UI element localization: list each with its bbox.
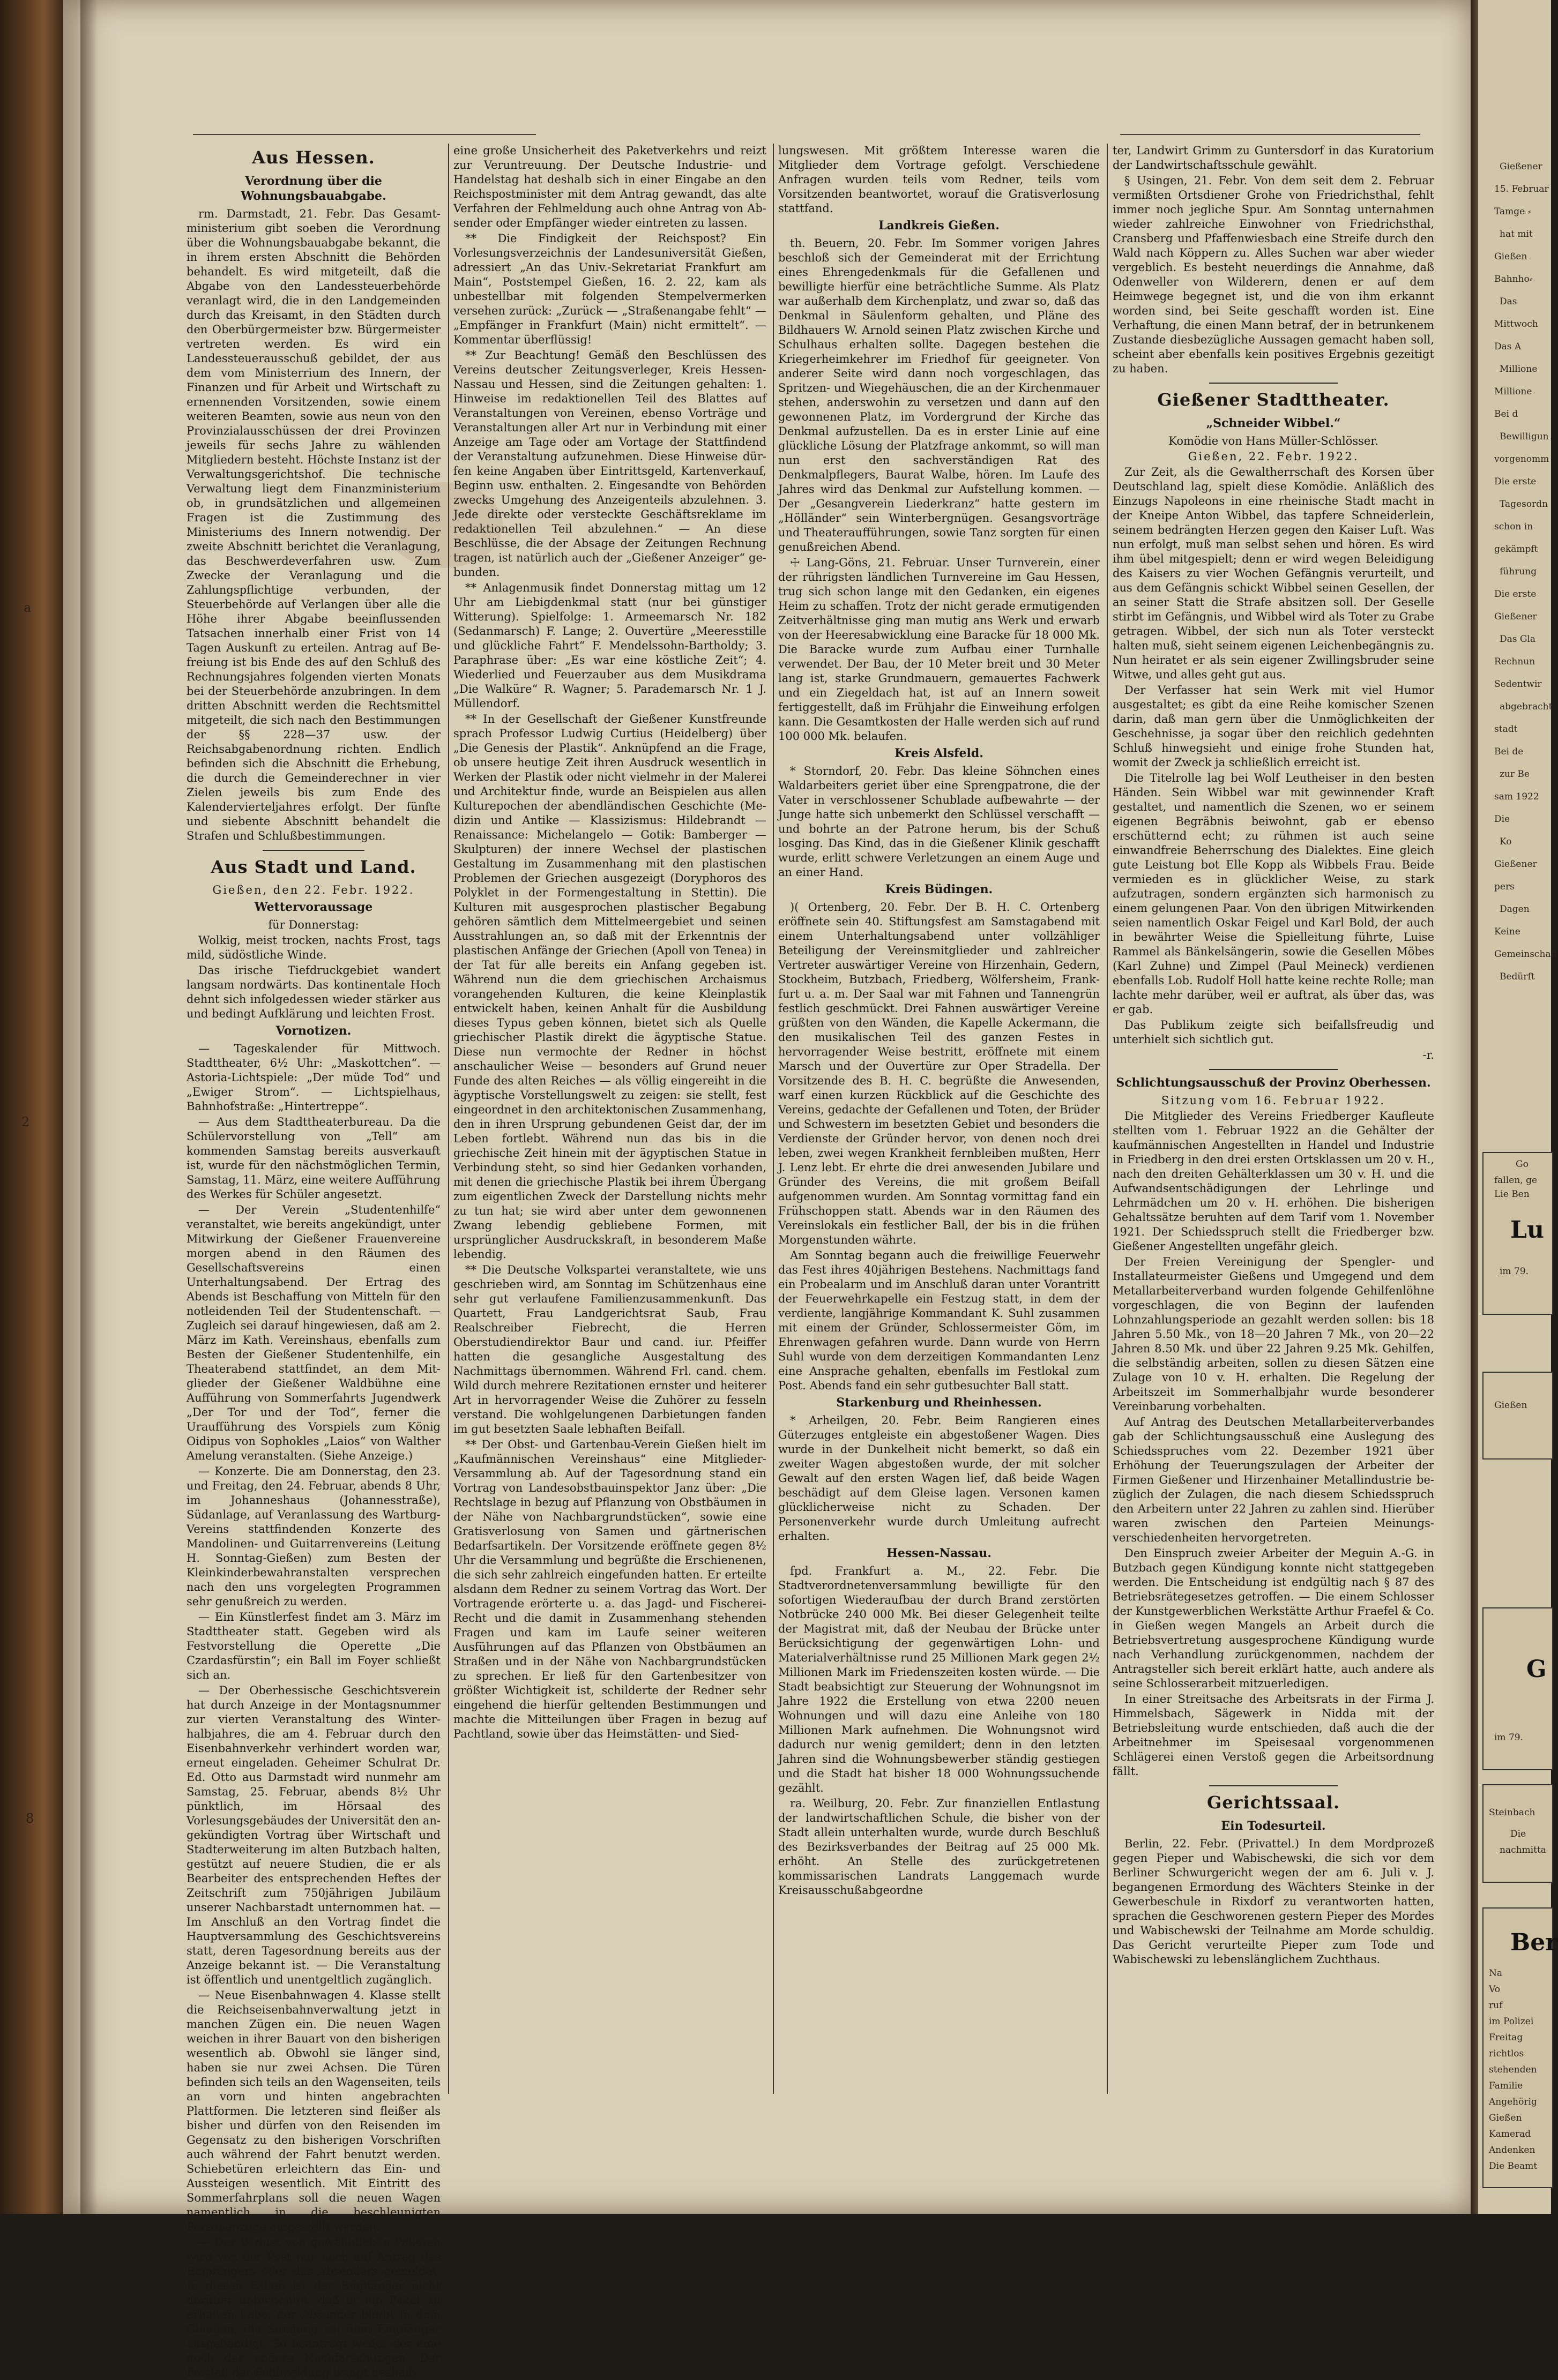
ad-text: Die Beamt xyxy=(1489,2161,1538,2172)
article-paragraph: — Tageskalender für Mittwoch. Stadttheater, 6½ Uhr: „Maskottchen“. — Astoria-Lichtspiele: „Der müde Tod“ und „Ewiger Strom“. — Lichtspielhaus, Bahnhofstraße: „Hintertreppe“. xyxy=(187,1042,441,1113)
ad-headline: G xyxy=(1526,1656,1547,1683)
facing-text-line: Gießen xyxy=(1494,251,1527,262)
facing-text-line: führung xyxy=(1500,566,1537,577)
article-paragraph: ** In der Gesellschaft der Gießener Kunstfreunde sprach Professor Ludwig Curtius (Heidelberg) über „Die Genesis der Plastik“. Anknüpfend an die Frage, ob unsere heutige Zeit ihren Ausdruck wesentlich in Werken der Plastik oder nicht vielmehr in der Malerei und Architektur finde, wurde an Beispielen aus allen Kulturepochen der abendländischen Geschichte (Medizin und Antike — Klassizismus: Hildebrandt — Renaissance: Michelangelo — Gotik: Bamberger — Skulpturen) der innere Wechsel der plastischen Gestaltung im Zusammenhang mit den plastischen Problemen der Griechen ausgezeigt (Doryphoros des Polyklet in der Formengestaltung in Stettin). Die Kulturen mit ausgesprochen plastischer Begabung gehören sämtlich dem Mittelmeergebiet und seinen Ausstrahlungen an, so daß mit der Erkenntnis der plastischen Anfänge der Griechen (Apoll von Tenea) in der Tat für alle bereits ein Anfang gegeben ist. Während nun die dem griechischen Archaismus vorangehenden Kulturen, die keine Kleinplastik entwickelt haben, keinen Anhalt für die Ausbildung dieses Typus geben können, bietet sich als Quelle griechischer Plastik direkt die ägyptische Statue. Diese nun vermochte der Redner in höchst anschaulicher Weise — besonders auf Grund neuer Funde des alten Reiches — als völlig eingereiht in die ägyptische Vorstellungswelt zu zeigen: sie stellt, fest eingeordnet in den architektonischen Zusammenhang, den in ihren Ursprung gebundenen Geist dar, der im Leben fortlebt. Während nun das bis in die griechische Zeit hinein mit der ägyptischen Statue in Verbindung steht, so sind hier Gedanken vorhanden, mit denen die griechische Plastik bei ihrem Übergang zum eigentlichen Zweck der Darstellung nichts mehr zu tun hat; sie wird aber unter dem gewonnenen Zwang lebendig gebliebene Formen, mit ursprünglicher Ausdruckskraft, in besonderem Maße lebendig. xyxy=(453,713,766,1261)
facing-text-line: Das xyxy=(1500,296,1517,307)
article-headline: Vornotizen. xyxy=(275,1024,352,1038)
article-headline: „Schneider Wibbel.“ xyxy=(1206,416,1341,430)
article-paragraph: — Ein Künstlerfest findet am 3. März im Stadttheater statt. Gegeben wird als Festvorstellung die Operette „Die Czardasfürstin“; ein Ball im Foyer schließt sich an. xyxy=(187,1611,441,1681)
article-paragraph: — Der Oberhessische Geschichtsverein hat durch Anzeige in der Montagsnummer zur vierten Veranstaltung des Winterhalbjahres, die am 4. Februar durch den Eisenbahnverkehr verhindert worden war, erneut eingeladen. Geheimer Schulrat Dr. Ed. Otto aus Darmstadt wird nunmehr am Samstag, 25. Februar, abends 8½ Uhr pünktlich, im Hörsaal des Vorlesungsgebäudes der Universität den angekündigten Vortrag über Wirtschaft und Stadterweiterung im alten Butzbach halten, gestützt auf neuere Studien, die er als Bearbeiter des entsprechenden Heftes der Zeitschrift zum 750jährigen Jubiläum unserer Nachbarstadt unternommen hat. — Im Anschluß an den Vortrag findet die Hauptversammlung des Geschichtsvereins statt, deren Tagesordnung bereits aus der Anzeige bekannt ist. — Die Veranstaltung ist öffentlich und unentgeltlich zugänglich. xyxy=(187,1684,441,1986)
facing-text-line: Die erste xyxy=(1494,476,1537,487)
facing-text-line: Bei d xyxy=(1494,409,1518,420)
subheadline: Komödie von Hans Müller-Schlösser. xyxy=(1168,435,1378,447)
facing-text-line: Gemeinschaft xyxy=(1494,949,1558,960)
column-rule xyxy=(1107,144,1108,2094)
facing-text-line: Gießener xyxy=(1500,161,1542,172)
article-paragraph: * Storndorf, 20. Febr. Das kleine Söhnchen eines Waldarbeiters geriet über eine Sprengpatrone, die der Vater in verschlossener Schublade aufbewahrte — der Junge hatte sich unbemerkt den Schlüssel verschafft — und bohrte an der Patrone herum, bis der Schuß losging. Das Kind, das in die Gießener Klinik geschafft wurde, erlitt schwere Verletzungen an einem Auge und an einer Hand. xyxy=(778,765,1100,879)
facing-text-line: 15. Februar xyxy=(1494,184,1549,194)
gutter-mark: 2 xyxy=(21,1114,30,1129)
column-1 xyxy=(187,144,441,2379)
dateline: Gießen, den 22. Febr. 1922. xyxy=(212,884,415,896)
ad-text: Steinbach xyxy=(1489,1807,1535,1818)
advertisement xyxy=(1482,1372,1553,1460)
ad-text: richtlos xyxy=(1489,2048,1524,2059)
facing-text-line: Rechnun xyxy=(1494,656,1535,667)
ad-text: Vo xyxy=(1489,1984,1500,1995)
advertisement xyxy=(1482,1784,1553,1883)
facing-text-line: hat mit xyxy=(1500,229,1533,240)
divider xyxy=(1209,1069,1338,1070)
article-paragraph: ter, Landwirt Grimm zu Guntersdorf in das Kuratorium der Landwirtschaftsschule gewählt. xyxy=(1113,144,1434,171)
ad-text: Lie Ben xyxy=(1494,1189,1530,1200)
facing-text-line: Gießener xyxy=(1494,611,1537,622)
advertisement xyxy=(1482,1152,1553,1315)
advertisement xyxy=(1482,1907,1558,2188)
facing-text-line: vorgenomm xyxy=(1494,454,1549,465)
article-paragraph: — Konzerte. Die am Donnerstag, den 23. und Freitag, den 24. Februar, abends 8 Uhr, im Johanneshaus (Johannesstraße), Südanlage, auf Veranlassung des Wartburg-Vereins stattfindenden Konzerte des Mandolinen- und Guitarrenvereins (Leitung H. Sonntag-Gießen) zum Besten der Kleinkinderbewahranstalten versprechen nach den uns vorgelegten Programmen sehr genußreich zu werden. xyxy=(187,1465,441,1608)
article-paragraph: ** Die Deutsche Volkspartei veranstaltete, wie uns geschrieben wird, am Sonntag im Schützenhaus eine sehr gut verlaufene Familienzusammenkunft. Das Quartett, Frau Landgerichtsrat Saub, Frau Realschreiber Fiebrecht, die Herren Oberstudiendirektor Baur und cand. iur. Pfeiffer hatten die gesangliche Ausgestaltung des Nachmittags übernommen. Während Frl. cand. chem. Wild durch mehrere Rezitationen ernster und heiterer Art in hervorragender Weise die Zuhörer zu fesseln verstand. Die wohlgelungenen Darbietungen fanden im gut besetzten Saale lebhaften Beifall. xyxy=(453,1263,766,1435)
top-rule xyxy=(1120,134,1420,135)
facing-text-line: Ko xyxy=(1500,836,1512,847)
facing-text-line: pers xyxy=(1494,881,1515,892)
article-paragraph: Die Titelrolle lag bei Wolf Leutheiser in den besten Händen. Sein Wibbel war mit gewinnender Kraft gestaltet, und namentlich die Szenen, wo er seinem eigenen Begräbnis beiwohnt, gab er ebenso erschütternd echt; zu rühmen ist auch seine einwandfreie Beherrschung des Dialektes. Eine gleich gute Leistung bot Elle Kopp als Wibbels Frau. Beide vermieden es in glücklicher Weise, zu stark aufzutragen, sondern ergänzten sich harmonisch zu einem gelungenen Paar. Von den übrigen Mitwirkenden seien namentlich Oskar Feigel und Karl Bold, der auch in bewährter Weise die Spielleitung führte, Luise Rammel als Bänkelsängerin, sowie die Gesellen Möbes (Karl Zuhne) und Zimpel (Paul Meineck) verdienen ebenfalls Lob. Rudolf Holl hatte keine rechte Rolle; man lachte mehr darüber, weil er auftrat, als über das, was er gab. xyxy=(1113,772,1434,1016)
ad-text: Angehörig xyxy=(1489,2097,1537,2107)
article-headline: Schlichtungsausschuß der Provinz Oberhessen. xyxy=(1116,1076,1431,1090)
article-headline: Starkenburg und Rheinhessen. xyxy=(836,1396,1042,1410)
facing-text-line: schon in xyxy=(1494,521,1533,532)
ad-text: Go xyxy=(1516,1159,1529,1170)
article-paragraph: — Der Verlust von gewöhnlichen Paketen wird von der Post nur noch auf Antrag des Empfängers oder des Absenders gemeldet. In diesen Fällen ist der Empfänger nicht darüber unterrichtet, daß er ein Paket zu erhalten habe, der Absender bleibt in dem Glauben, die Sendung sei dem Empfänger ausgehändigt. So beantragt weder der eine noch der andere Nachforschungen. Der Fortfall der Fehlmeldung bringt deshalb xyxy=(187,2236,441,2379)
facing-text-line: stadt xyxy=(1494,724,1518,735)
subheadline: für Donnerstag: xyxy=(268,918,359,931)
facing-text-line: gekämpft xyxy=(1494,544,1538,555)
section-title: Gießener Stadttheater. xyxy=(1157,390,1390,410)
facing-text-line: Dagen xyxy=(1500,904,1530,915)
facing-text-line: Mittwoch xyxy=(1494,319,1538,330)
facing-text-line: Bedürft xyxy=(1500,971,1535,982)
ad-text: im Polizei xyxy=(1489,2016,1534,2027)
article-paragraph: ** Anlagenmusik findet Donnerstag mittag um 12 Uhr am Liebigdenkmal statt (nur bei günstiger Witterung). Spielfolge: 1. Armeemarsch Nr. 182 (Sedanmarsch) F. Lange; 2. Ouvertüre „Meeresstille und glückliche Fahrt“ F. Mendelssohn-Bartholdy; 3. Paraphrase über: „Es war eine köstliche Zeit“; 4. Wiederlied und Feuerzauber aus dem Musikdrama „Die Walküre“ R. Wagner; 5. Parademarsch Nr. 1 J. Müllendorf. xyxy=(453,581,766,710)
article-paragraph: th. Beuern, 20. Febr. Im Sommer vorigen Jahres beschloß sich der Gemeinderat mit der Errichtung eines Ehrengedenkmals für die Gefallenen und bewilligte hierfür eine beträchtliche Summe. Als Platz war außerhalb dem Kirchenplatz, und zwar so, daß das Denkmal in Säulenform gehalten, und Pläne des Bildhauers W. Arnold seinen Platz zwischen Kirche und Schulhaus erhalten sollte. Dagegen bestehen die Kriegerheimkehrer im Friedhof für geeigneter. Von anderer Seite wird dann noch vorgeschlagen, das Spritzen- und Wiegehäuschen, die an der Kirchenmauer stehen, anderswohin zu versetzen und dann auf den gewonnenen Platz, im Vordergrund der Kirche das Denkmal aufzustellen. Da es in erster Linie auf eine glückliche Lösung der Platzfrage ankommt, so will man nun erst den sachverständigen Rat des Denkmalpflegers, Baurat Walbe, hören. Im Laufe des Jahres wird das Denkmal zur Aufstellung kommen. — Der „Gesangverein Liederkranz“ hatte gestern im „Hölländer“ sein Winterbergnügen. Gesangsvorträge und Theateraufführungen, sowie Tanz sorgten für einen genußreichen Abend. xyxy=(778,237,1100,553)
article-paragraph: § Usingen, 21. Febr. Von dem seit dem 2. Februar vermißten Ortsdiener Grohe von Friedrichsthal, fehlt immer noch jegliche Spur. Am Sonntag unternahmen wieder zahlreiche Einwohner von Friedrichsthal, Cransberg und Pfaffenwiesbach eine Streife durch den Wald nach Köppern zu. Alles Suchen war aber wieder vergeblich. Es besteht neuerdings die Annahme, daß Odenweller von Wilderern, denen er auf dem Heimwege begegnet ist, und die von ihm erkannt worden sind, bei Seite geschafft worden ist. Eine Verhaftung, die einen Mann betraf, der in betrunkenem Zustande diesbezügliche Aussagen gemacht haben soll, scheint aber ebenfalls kein positives Ergebnis gezeitigt zu haben. xyxy=(1113,174,1434,375)
column-2 xyxy=(453,144,766,2126)
article-paragraph: )( Ortenberg, 20. Febr. Der B. H. C. Ortenberg eröffnete sein 40. Stiftungsfest am Samstagabend mit einem Unterhaltungsabend unter vollzähliger Beteiligung der Vereinsmitglieder und zahlreicher Vertreter auswärtiger Vereine von Hirzenhain, Gedern, Stockheim, Butzbach, Friedberg, Wölfersheim, Frankfurt u. a. m. Der Saal war mit Fahnen und Tannengrün festlich geschmückt. Drei Fahnen auswärtiger Vereine grüßten von den Wänden, die Kapelle Ackermann, die den musikalischen Teil des ganzen Festes in hervorragender Weise bestritt, eröffnete mit einem Marsch und der Ouvertüre zur Oper Stradella. Der Vorsitzende des B. H. C. begrüßte die Anwesenden, warf einen kurzen Rückblick auf die Geschichte des Vereins, gedachte der Gefallenen und Toten, der Brüder und Schwestern im besetzten Gebiet und besonders die Verdienste der Gründer hervor, von denen noch drei leben, zwei wegen Krankheit fernbleiben mußten, Herr J. Lenz lebt. Er ehrte die drei anwesenden Jubilare und Gründer des Vereins, die mit großem Beifall aufgenommen wurden. Am Sonntag vormittag fand ein Frühschoppen statt. Abends war in den Räumen des Vereinslokals ein festlicher Ball, der bis in die frühen Morgenstunden währte. xyxy=(778,901,1100,1246)
facing-text-line: Das Gla xyxy=(1500,634,1536,645)
article-paragraph: Das irische Tiefdruckgebiet wandert langsam nordwärts. Das kontinentale Hoch dehnt sich infolgedessen wieder stärker aus und bedingt Aufklärung und leichten Frost. xyxy=(187,964,441,1020)
article-paragraph: ☩ Lang-Göns, 21. Februar. Unser Turnverein, einer der rührigsten ländlichen Turnvereine im Gau Hessen, trug sich schon lange mit den Gedanken, ein eigenes Heim zu schaffen. Trotz der nicht gerade ermutigenden Zeitverhältnisse ging man mutig ans Werk und erwarb von der Heeresabwicklung eine Baracke für 18 000 Mk. Die Baracke wurde zum Aufbau einer Turnhalle verwendet. Der Bau, der 10 Meter breit und 30 Meter lang ist, starke Grundmauern, gemauertes Fachwerk und ein Ziegeldach hat, ist auf an Innern soweit fertiggestellt, daß im Frühjahr die Einweihung erfolgen kann. Die Gesamtkosten der Halle werden sich auf rund 100 000 Mk. belaufen. xyxy=(778,556,1100,743)
facing-text-line: zur Be xyxy=(1500,769,1530,780)
facing-text-line: Das A xyxy=(1494,341,1522,352)
divider xyxy=(1209,1785,1338,1786)
ad-text: Freitag xyxy=(1489,2032,1523,2043)
article-paragraph: ** Die Findigkeit der Reichspost? Ein Vorlesungsverzeichnis der Landesuniversität Gießen, adressiert „An das Univ.-Sekretariat Frankfurt am Main“, Poststempel Gießen, 16. 2. 22, kam als unbestellbar mit folgenden Stempelvermerken versehen zurück: „Zurück — „Straßenangabe fehlt“ — „Empfänger in Frankfurt (Main) nicht ermittelt“. — Kommentar überflüssig! xyxy=(453,232,766,346)
article-paragraph: eine große Unsicherheit des Paketverkehrs und reizt zur Veruntreuung. Der Deutsche Industrie- und Handelstag hat deshalb sich in einer Eingabe an den Reichspostminister mit dem Antrag gewandt, das alte Verfahren der Fehlmeldung auch ohne Antrag von Absender oder Empfänger wieder eintreten zu lassen. xyxy=(453,144,766,229)
article-paragraph: Die Mitglieder des Vereins Friedberger Kaufleute stellten vom 1. Februar 1922 an die Gehälter der kaufmännischen Angestellten in Handel und Industrie in Friedberg in den drei ersten Ortsklassen um 20 v. H., nach den dreiten Gehälterklassen um 30 v. H. und die Aufwandsentschädigungen der Lehrlinge und Lehrmädchen um 20 v. H. erhöhen. Die bisherigen Gehaltssätze beruhten auf dem Tarif vom 1. November 1921. Der Schiedsspruch stellt die Friedberger bzw. Gießener Angestellten ungefähr gleich. xyxy=(1113,1110,1434,1253)
article-paragraph: Am Sonntag begann auch die freiwillige Feuerwehr das Fest ihres 40jährigen Bestehens. Nachmittags fand ein Probealarm und im Anschluß daran unter Vorantritt der Feuerwehrkapelle ein Festzug statt, in dem der verdiente, langjährige Kommandant K. Suhl zusammen mit einem der Gründer, Schlossermeister Göm, im Ehrenwagen gefahren wurde. Dann wurde von Herrn Suhl wurde von dem derzeitigen Kommandanten Lenz eine Ansprache gehalten, ebenfalls im Festlokal zum Post. Abends fand ein sehr gutbesuchter Ball statt. xyxy=(778,1249,1100,1392)
binding-gutter xyxy=(0,0,63,2214)
facing-text-line: Die xyxy=(1494,814,1510,825)
facing-text-line: Bahnho⸗ xyxy=(1494,274,1533,285)
ad-text: Familie xyxy=(1489,2080,1523,2091)
ad-text: fallen, ge xyxy=(1494,1175,1538,1186)
article-paragraph: ra. Weilburg, 20. Febr. Zur finanziellen Entlastung der landwirtschaftlichen Schule, die bisher von der Stadt allein unterhalten wurde, wurde durch Beschluß des Bezirksverbandes der Beitrag auf 25 000 Mk. erhöht. An Stelle des zurückgetretenen kommissarischen Landrats Langgemach wurde Kreisausschußabgeordne xyxy=(778,1797,1100,1897)
ad-text: Gießen xyxy=(1489,2113,1522,2123)
ad-headline: Ber xyxy=(1510,1929,1558,1956)
article-paragraph: ** Der Obst- und Gartenbau-Verein Gießen hielt im „Kaufmännischen Vereinshaus“ eine Mitglieder-Versammlung ab. Auf der Tagesordnung stand ein Vortrag von Landesobstbauinspektor Janz über: „Die Rechtslage in bezug auf Pflanzung von Obstbäumen in der Nähe von Nachbargrundstücken“, sowie eine Gratisverlosung von Samen und gärtnerischen Bedarfsartikeln. Der Vorsitzende eröffnete gegen 8½ Uhr die Versammlung und begrüßte die Erschienenen, die sich sehr zahlreich eingefunden hatten. Er erteilte alsdann dem Redner zu seinem Vortrag das Wort. Der Vortragende erörterte u. a. das Jagd- und Fischerei-Recht und die damit in Zusammenhang stehenden Fragen und kam im Laufe seiner weiteren Ausführungen auf das Pflanzen von Obstbäumen an Straßen und in der Nähe von Nachbargrundstücken zu sprechen. Er ließ für den Gartenbesitzer von größter Wichtigkeit ist, schilderte der Redner sehr eingehend die hierfür geltenden Bestimmungen und machte die Mitteilungen über Fragen in bezug auf Pachtland, sowie über das Heimstätten- und Sied- xyxy=(453,1438,766,1740)
ad-text: ruf xyxy=(1489,2000,1503,2011)
ad-text: im 79. xyxy=(1500,1266,1529,1277)
ad-text: Kamerad xyxy=(1489,2129,1531,2139)
column-4 xyxy=(1113,144,1434,2126)
article-paragraph: Zur Zeit, als die Gewaltherrschaft des Korsen über Deutschland lag, spielt diese Komödie. Anläßlich des Einzugs Napoleons in eine rheinische Stadt macht in der Kneipe Anton Wibbel, das tapfere Schneiderlein, seinem bedrängten Herzen gegen den Kaiser Luft. Was nun erfolgt, muß man selbst sehen und hören. Es wird ihm übel mitgespielt; denn er wird wegen Beleidigung des Kaisers zu vier Wochen Gefängnis verurteilt, und aus dem Gefängnis schickt Wibbel seinen Gesellen, der an seiner Statt die Strafe absitzen soll. Der Geselle stirbt im Gefängnis, und Wibbel wird als Toter zu Grabe getragen. Wibbel, der sich nun als Toter versteckt halten muß, sieht seinem eigenen Leichenbegängnis zu. Nun heiratet er als sein eigener Zwillingsbruder seine Witwe, und alles geht gut aus. xyxy=(1113,466,1434,681)
article-paragraph: Berlin, 22. Febr. (Privattel.) In dem Mordprozeß gegen Pieper und Wabischewski, die sich vor dem Berliner Schwurgericht wegen der am 6. Juli v. J. begangenen Ermordung des Wächters Steinke in der Gewerbeschule in Rixdorf zu verantworten hatten, sprachen die Geschworenen gestern Pieper des Mordes und Wabischewski der Teilnahme am Morde schuldig. Das Gericht verurteilte Pieper zum Tode und Wabischewski zu lebenslänglichem Zuchthaus. xyxy=(1113,1837,1434,1966)
facing-text-line: Millione xyxy=(1500,364,1538,375)
ad-text: nachmitta xyxy=(1500,1845,1546,1855)
gutter-mark: 8 xyxy=(26,1811,34,1826)
page-seam xyxy=(80,0,98,2214)
column-rule xyxy=(773,144,774,2094)
section-title: Aus Stadt und Land. xyxy=(211,857,416,877)
column-rule xyxy=(448,144,449,2094)
article-paragraph: Wolkig, meist trocken, nachts Frost, tags mild, südöstliche Winde. xyxy=(187,934,441,961)
article-headline: Kreis Alsfeld. xyxy=(894,746,983,760)
ad-text: stehenden xyxy=(1489,2064,1537,2075)
ad-text: Andenken xyxy=(1489,2145,1535,2156)
article-paragraph: — Neue Eisenbahnwagen 4. Klasse stellt die Reichseisenbahnverwaltung jetzt in manchen Zügen ein. Die neuen Wagen weichen in ihrer Bauart von den bisherigen wesentlich ab. Obwohl sie länger sind, haben sie nur zwei Achsen. Die Türen befinden sich teils an den Wagenseiten, teils an vorn und hinten angebrachten Plattformen. Die letzteren sind fleißer als bisher und dürfen von den Reisenden im Gegensatz zu den bisherigen Vorschriften auch während der Fahrt benutzt werden. Schiebetüren erleichtern das Ein- und Aussteigen wesentlich. Mit Eintritt des Sommerfahrplans soll die neuen Wagen namentlich in die beschleunigten Personenzüge eingestellt werden. xyxy=(187,1989,441,2233)
ad-text: Gießen xyxy=(1494,1400,1527,1411)
article-paragraph: rm. Darmstadt, 21. Febr. Das Gesamtministerium gibt soeben die Verordnung über die Wohnungsbauabgabe bekannt, die in ihrem ersten Abschnitt die Behörden behandelt. Es wird mitgeteilt, daß die Abgabe von den Landessteuerbehörde veranlagt wird, die in den Landgemeinden durch das Kreisamt, in den Städten durch den Oberbürgermeister bzw. Bürgermeister vertreten werden. Es wird ein Landessteuerausschuß gebildet, der aus dem vom Ministerrium des Innern, der Finanzen und für Arbeit und Wirtschaft zu ernennenden Vorsitzenden, sowie einem weiteren Beamten, sowie aus neun von den Provinzialausschüssen der drei Provinzen jeweils für sechs Jahre zu wählenden Mitgliedern besteht. Höchste Instanz ist der Verwaltungsgerichtshof. Die technische Verwaltung liegt dem Finanzministerium ob, in grundsätzlichen und allgemeinen Fragen ist die Zustimmung des Ministeriums des Innern notwendig. Der zweite Abschnitt berichtet die Veranlagung, das Beschwerdeverfahren usw. Zum Zwecke der Veranlagung und die Zahlungspflichtige verbunden, der Steuerbehörde auf Verlangen über alle die Höhe ihrer Abgabe beeinflussenden Tatsachen innerhalb einer Frist von 14 Tagen Auskunft zu erteilen. Antrag auf Befreiung ist bis Ende des auf den Schluß des Rechnungsjahres folgenden vierten Monats bei der Steuerbehörde anzubringen. In dem dritten Abschnitt werden die Rechtsmittel mitgeteilt, die sich nach den Bestimmungen der §§ 228—37 usw. der Reichsabgabenordnung richten. Endlich befinden sich die Abschnitt die Erhebung, die durch die Gemeinderechner in vier Zielen jeweils bis zum Ende des Kalendervierteljahres erfolgt. Der fünfte und siebente Abschnitt behandelt die Strafen und Schlußbestimmungen. xyxy=(187,207,441,842)
facing-text-line: Sedentwir xyxy=(1494,679,1542,690)
article-paragraph: — Der Verein „Studentenhilfe“ veranstaltet, wie bereits angekündigt, unter Mitwirkung der Gießener Frauenvereine morgen abend in den Räumen des Gesellschaftsvereins einen Unterhaltungsabend. Der Ertrag des Abends ist Beschaffung von Mitteln für den notleidenden Teil der Studentenschaft. — Zugleich sei darauf hingewiesen, daß am 2. März im Kath. Vereinshaus, ebenfalls zum Besten der Gießener Studentenhilfe, ein Theaterabend stattfindet, an dem Mitglieder der Gießener Waldbühne eine Aufführung von Sommerfahrts Jugendwerk „Der Tor und der Tod“, ferner die Uraufführung des Vorspiels zum König Oidipus von Sophokles „Laios“ von Walther Amelung veranstalten. (Siehe Anzeige.) xyxy=(187,1203,441,1462)
divider xyxy=(1209,383,1338,384)
advertisement xyxy=(1482,1607,1553,1770)
article-paragraph: — Aus dem Stadttheaterbureau. Da die Schülervorstellung von „Tell“ am kommenden Samstag bereits ausverkauft ist, wurde für den nächstmöglichen Termin, Samstag, 11. März, eine weitere Aufführung des Werkes für Schüler angesetzt. xyxy=(187,1116,441,1201)
facing-text-line: Bewilligun xyxy=(1500,431,1549,442)
ad-headline: Lu xyxy=(1510,1216,1544,1244)
facing-text-line: Bei de xyxy=(1494,746,1524,757)
article-headline: Kreis Büdingen. xyxy=(885,882,993,896)
gutter-mark: a xyxy=(24,600,32,615)
article-paragraph: ** Zur Beachtung! Gemäß den Beschlüssen des Vereins deutscher Zeitungsverleger, Kreis Hessen-Nassau und Hessen, sind die Zeitungen gehalten: 1. Hinweise im redaktionellen Teil des Blattes auf Veranstaltungen von Vereinen, ebenso Vorträge und Veranstaltungen aller Art nur in Verbindung mit einer Anzeige am Tage oder am Vortage der Stattfindend der Veranstaltung aufzunehmen. Diese Hinweise dürfen keine Angaben über Eintrittsgeld, Kartenverkauf, Beginn usw. enthalten. 2. Eingesandte von Behörden zwecks Umgehung des Anzeigenteils abzulehnen. 3. Jede direkte oder versteckte Geschäftsreklame im redaktionellen Teil abzulehnen.“ — An diese Beschlüsse, die der Absage der Zeitungen Rechnung tragen, ist natürlich auch der „Gießener Anzeiger“ gebunden. xyxy=(453,349,766,579)
facing-text-line: Die erste xyxy=(1494,589,1537,600)
facing-page xyxy=(1478,0,1558,2214)
article-paragraph: Der Freien Vereinigung der Spengler- und Installateurmeister Gießens und Umgegend und dem Metallarbeiterverband wurden folgende Gehilfenlöhne vorgeschlagen, die von Beginn der laufenden Lohnzahlungsperiode an gezahlt werden sollen: bis 18 Jahren 5.50 Mk., von 18—20 Jahren 7 Mk., von 20—22 Jahren 8.50 Mk. und über 22 Jahren 9.25 Mk. Gehilfen, die selbständig arbeiten, sollen zu diesen Sätzen eine Zulage von 10 v. H. erhalten. Die Regelung der Arbeitszeit im Sommerhalbjahr wurde besonderer Vereinbarung vorbehalten. xyxy=(1113,1255,1434,1413)
article-paragraph: * Arheilgen, 20. Febr. Beim Rangieren eines Güterzuges entgleiste ein abgestoßener Wagen. Dies wurde in der Dunkelheit nicht bemerkt, so daß ein zweiter Wagen abgestoßen wurde, der mit solcher Gewalt auf den ersten Wagen lief, daß beide Wagen beschädigt auf dem Gleise lagen. Versonen kamen glücklicherweise nicht zu Schaden. Der Personenverkehr wurde durch Umleitung aufrecht erhalten. xyxy=(778,1414,1100,1543)
article-headline: Ein Todesurteil. xyxy=(1221,1819,1326,1833)
facing-text-line: abgebracht xyxy=(1500,701,1553,712)
top-rule xyxy=(193,134,536,135)
facing-text-line: Gießener xyxy=(1494,859,1537,870)
facing-text-line: Tagesordn xyxy=(1500,499,1548,510)
facing-text-line: Tamge ⸗ xyxy=(1494,206,1531,217)
article-paragraph: Das Publikum zeigte sich beifallsfreudig und unterhielt sich sichtlich gut. xyxy=(1113,1019,1434,1046)
article-headline: Hessen-Nassau. xyxy=(886,1546,992,1560)
dateline: Gießen, 22. Febr. 1922. xyxy=(1188,450,1359,463)
facing-text-line: Keine xyxy=(1494,926,1520,937)
article-paragraph: Auf Antrag des Deutschen Metallarbeiterverbandes gab der Schlichtungsausschuß eine Auslegung des Schiedsspruches vom 22. Dezember 1921 über Erhöhung der Teuerungszulagen der Arbeiter der Firmen Gießener und Hirzenhainer Metallindustrie bezüglich der Zulagen, die nach diesem Schiedsspruch den Arbeitern unter 22 Jahren zu zahlen sind. Hierüber waren zwischen den Parteien Meinungsverschiedenheiten hervorgetreten. xyxy=(1113,1416,1434,1544)
author-signature: -r. xyxy=(1422,1049,1434,1061)
article-paragraph: fpd. Frankfurt a. M., 22. Febr. Die Stadtverordnetenversammlung bewilligte für den sofortigen Wiederaufbau der durch Brand zerstörten Notbrücke 240 000 Mk. Bei dieser Gelegenheit teilte der Magistrat mit, daß der Neubau der Brücke unter Berücksichtigung der gegenwärtigen Lohn- und Materialverhältnisse rund 25 Millionen Mark gegen 2½ Millionen Mark im Friedenszeiten kosten würde. — Die Stadt beabsichtigt zur Steuerung der Wohnungsnot im Jahre 1922 die Erstellung von etwa 2200 neuen Wohnungen und will dazu eine Anleihe von 180 Millionen Mark aufnehmen. Die Wohnungsnot wird dadurch nur wenig gemildert; denn in den letzten Jahren sind die Wohnungsbewerber ständig gestiegen und die Stadt hat bisher 18 000 Wohnungssuchende gezählt. xyxy=(778,1565,1100,1794)
article-paragraph: Der Verfasser hat sein Werk mit viel Humor ausgestaltet; es gibt da eine Reihe komischer Szenen darin, daß man gern über die Unmöglichkeiten der Geschehnisse, ja sogar über den reichlich gedehnten Schluß hinwegsieht und einige frohe Stunden hat, womit der Zweck ja schließlich erreicht ist. xyxy=(1113,684,1434,769)
facing-text-line: Millione xyxy=(1494,386,1532,397)
section-title: Aus Hessen. xyxy=(252,147,375,168)
article-paragraph: In einer Streitsache des Arbeitsrats in der Firma J. Himmelsbach, Sägewerk in Nidda mit der Betriebsleitung wurde entschieden, daß auch die der Arbeitnehmer im Speisesaal vorgenommenen Schlägerei einen Verstoß gegen die Arbeitsordnung fällt. xyxy=(1113,1693,1434,1778)
column-3 xyxy=(778,144,1100,2126)
subheadline: Sitzung vom 16. Februar 1922. xyxy=(1161,1094,1386,1107)
article-headline: Landkreis Gießen. xyxy=(878,219,1000,233)
article-headline: Wettervoraussage xyxy=(254,900,373,914)
ad-text: im 79. xyxy=(1494,1732,1523,1743)
article-paragraph: Den Einspruch zweier Arbeiter der Meguin A.-G. in Butzbach gegen Kündigung konnte nicht stattgegeben werden. Die Entscheidung ist endgültig nach § 87 des Betriebsrätegesetzes getroffen. — Die einem Schlosser der Kunstgewerblichen Werkstätte Arthur Fraefel & Co. in Gießen wegen Mangels an Arbeit durch die Betriebsvertretung ausgesprochene Kündigung wurde nach Verhandlung zurückgenommen, nachdem der Antragsteller sich bereit erklärt hatte, auch andere als seine Schlosserarbeit mitzuerledigen. xyxy=(1113,1547,1434,1690)
article-headline: Verordnung über die Wohnungsbauabgabe. xyxy=(241,174,386,203)
divider xyxy=(263,850,364,851)
facing-text-line: sam 1922 xyxy=(1494,791,1539,802)
article-paragraph: lungswesen. Mit größtem Interesse waren die Mitglieder dem Vortrage gefolgt. Verschiedene Anfragen wurden teils vom Redner, teils vom Vorsitzenden beantwortet, worauf die Gratisverlosung stattfand. xyxy=(778,144,1100,215)
section-title: Gerichtssaal. xyxy=(1206,1792,1340,1813)
ad-text: Na xyxy=(1489,1968,1503,1979)
ad-text: Die xyxy=(1510,1829,1526,1839)
